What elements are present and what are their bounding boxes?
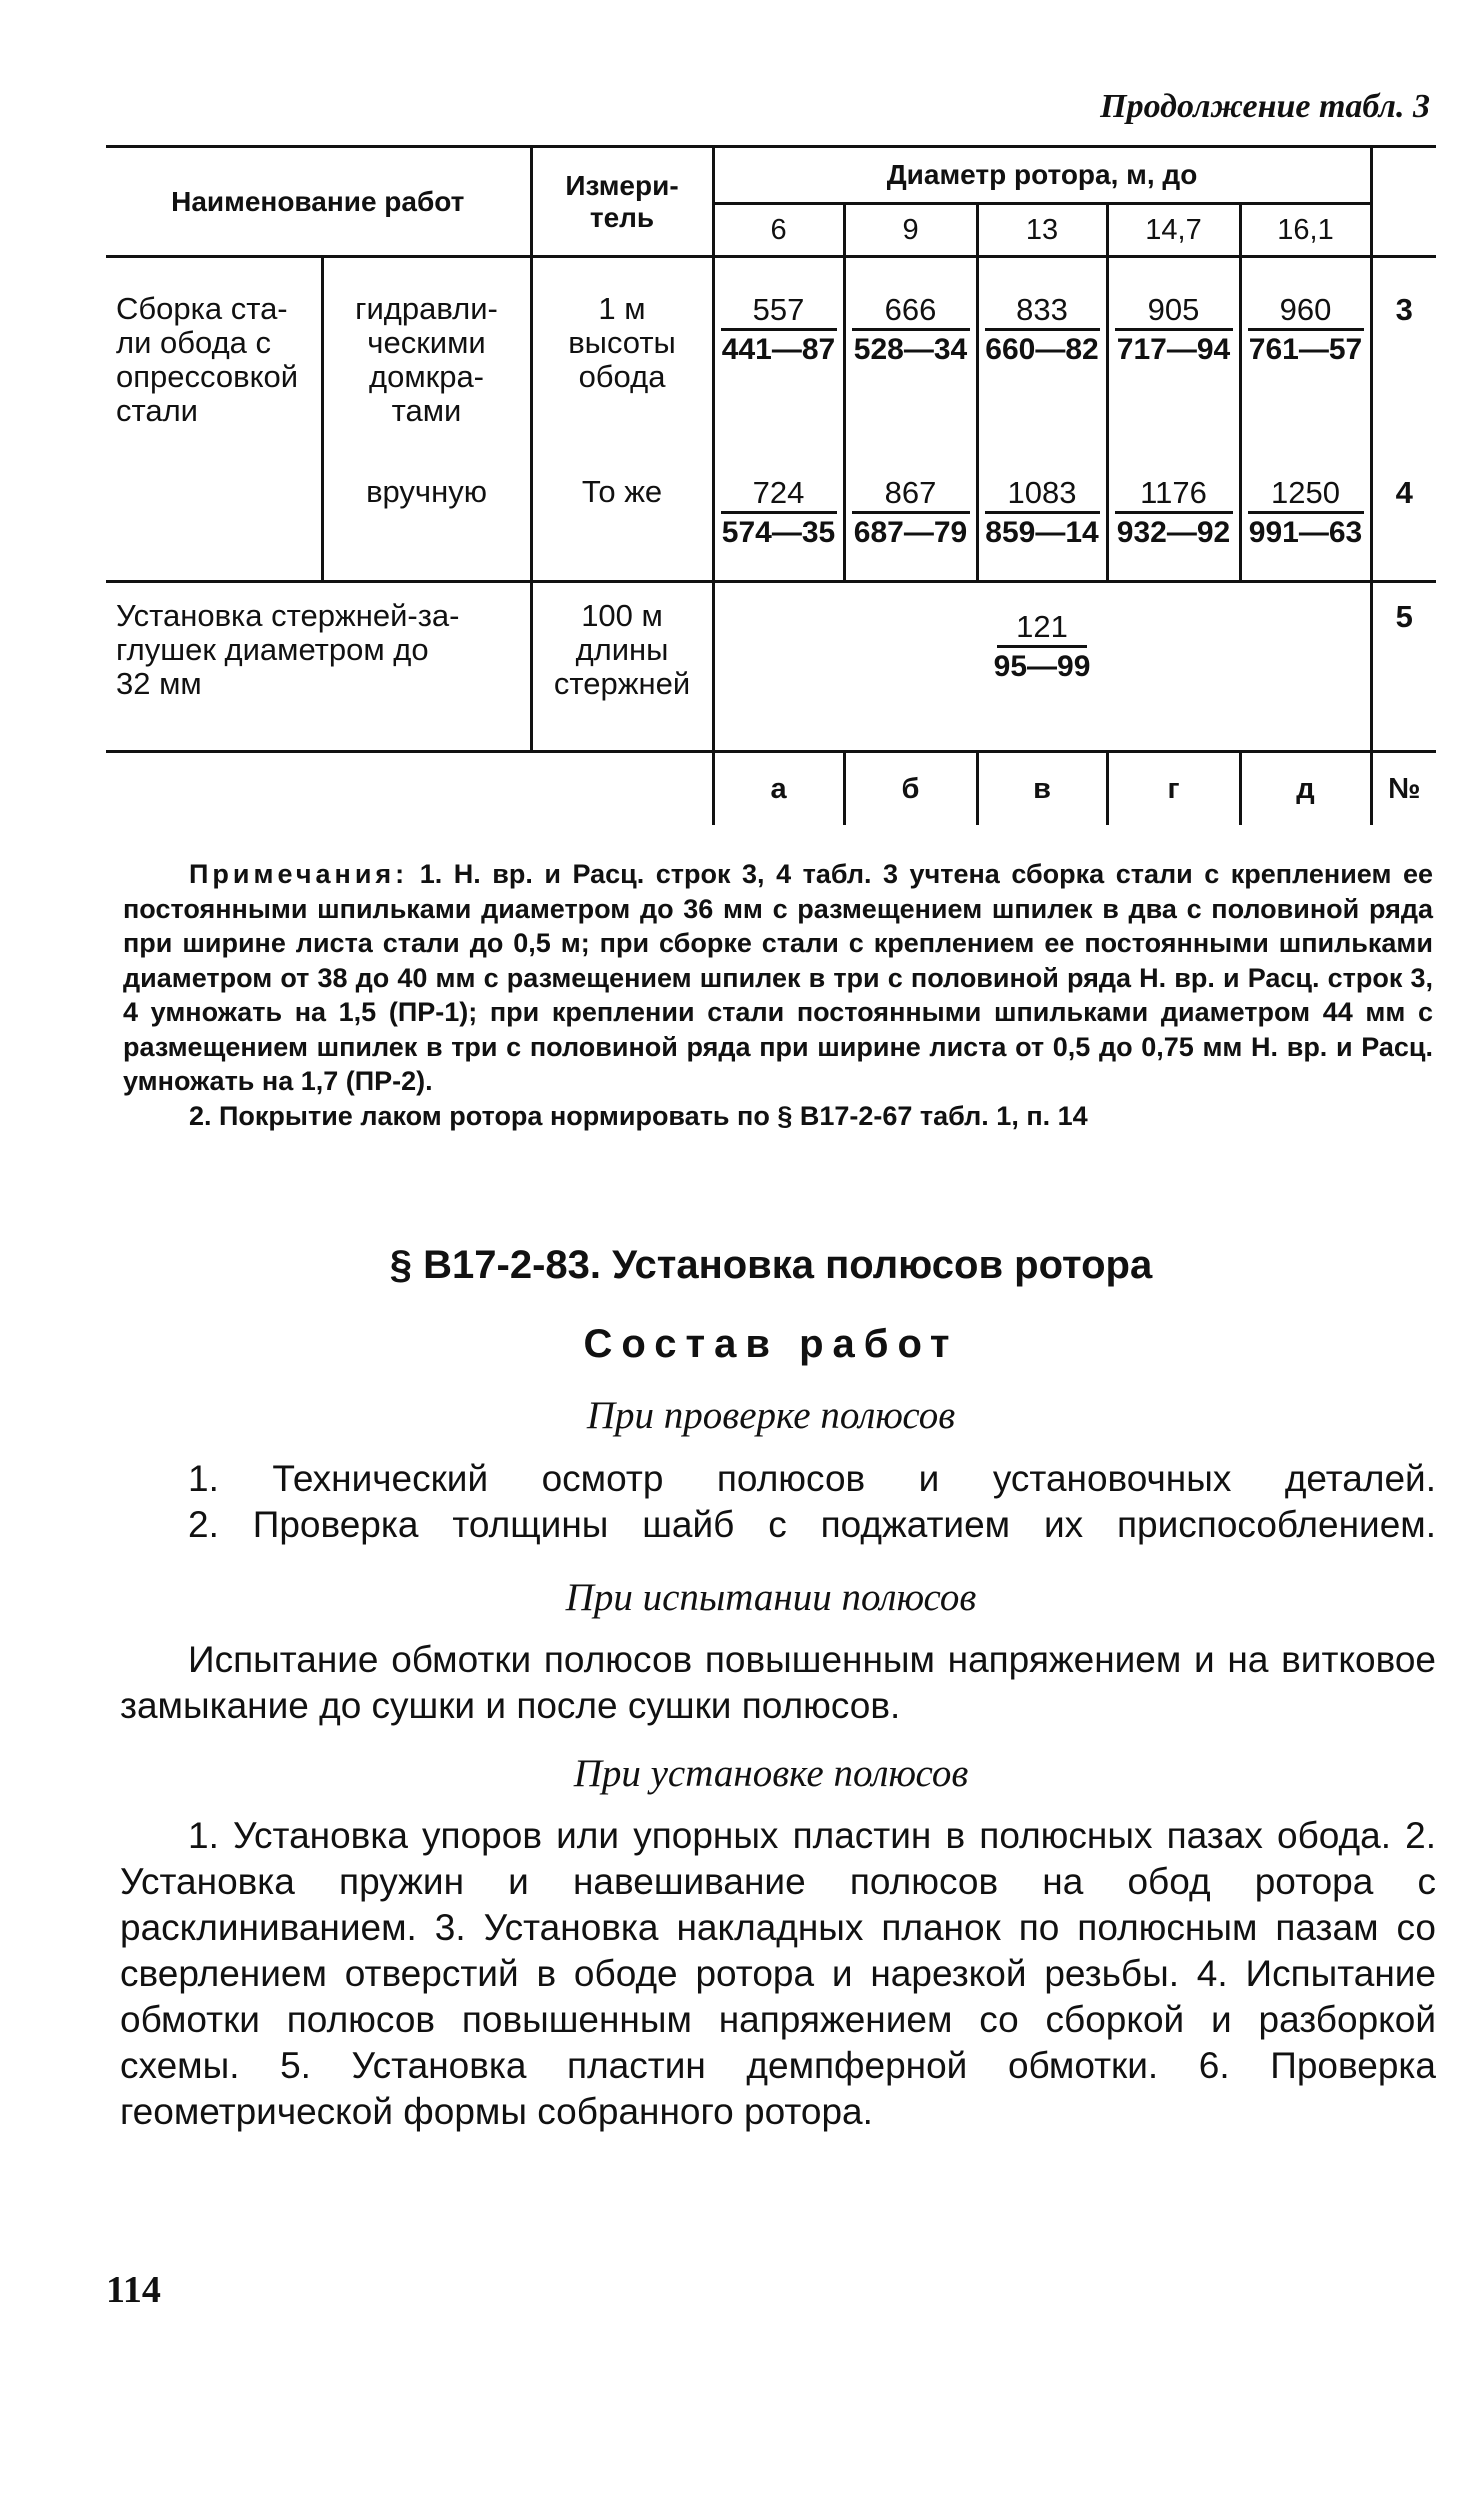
row4-value-v: 1083 859—14 — [977, 457, 1107, 582]
row3-value-b: 666 528—34 — [844, 257, 977, 457]
row3-unit: 1 м высоты обода — [531, 257, 713, 457]
row3-number: 3 — [1371, 257, 1436, 457]
row4-method: вручную — [322, 457, 531, 582]
header-work-name: Наименование работ — [106, 147, 531, 257]
number-sign: № — [1371, 752, 1436, 826]
install-text: 1. Установка упоров или упорных пластин в полюсных пазах обода. 2. Установка пружин и навешивание полюсов на обод ротора с расклиниванием. 3. Установка накладных планок по полюсным пазам со сверлением отверстий в ободе ротора и нарезкой резьбы. 4. Испытание обмотки полюсов повышенным напряжением со сборкой и разборкой схемы. 5. Установка пластин демпферной обмотки. 6. Проверка геометрической формы собранного ротора. — [120, 1815, 1436, 2132]
table-notes — [123, 857, 1433, 1133]
row4-value-d: 1250 991—63 — [1240, 457, 1371, 582]
check-subheading: При проверке полюсов — [586, 1394, 956, 1437]
row5-merged-value: 121 95—99 — [713, 582, 1371, 752]
check-item-1: 1. Технический осмотр полюсов и установочных деталей. — [188, 1458, 1436, 1499]
row4-value-b: 867 687—79 — [844, 457, 977, 582]
section-title: § В17-2-83. Установка полюсов ротора — [389, 1243, 1153, 1287]
header-diameter-14-7: 14,7 — [1107, 204, 1240, 257]
test-paragraph — [120, 1637, 1436, 1729]
row4-value-g: 1176 932—92 — [1107, 457, 1240, 582]
row3-value-d: 960 761—57 — [1240, 257, 1371, 457]
note-1-text: 1. Н. вр. и Расц. строк 3, 4 табл. 3 учтена сборка стали с креплением ее постоянными шпильками диаметром до 36 мм с размещением шпилек в два с половиной ряда при ширине листа стали до 0,5 м; при сборке стали с креплением ее постоянными шпильками диаметром от 38 до 40 мм с размещением шпилек в три с половиной ряда Н. вр. и Расц. строк 3, 4 умножать на 1,5 (ПР-1); при креплении стали постоянными шпильками диаметром 44 мм с размещением шпилек в три с половиной ряда при ширине листа от 0,5 до 0,75 мм Н. вр. и Расц. умножать на 1,7 (ПР-2). — [123, 859, 1433, 1096]
header-diameter-group: Диаметр ротора, м, до — [713, 147, 1371, 204]
note-2: 2. Покрытие лаком ротора нормировать по § В17-2-67 табл. 1, п. 14 — [189, 1100, 1088, 1131]
row5-unit: 100 м длины стержней — [531, 582, 713, 752]
check-item-2: 2. Проверка толщины шайб с поджатием их приспособлением. — [188, 1504, 1436, 1545]
notes-label: Примечания: — [189, 859, 409, 889]
row3-value-v: 833 660—82 — [977, 257, 1107, 457]
row5-work-name: Установка стержней-за- глушек диаметром до 32 мм — [106, 582, 531, 752]
row3-value-g: 905 717—94 — [1107, 257, 1240, 457]
install-subheading: При установке полюсов — [573, 1752, 969, 1795]
column-letter-b: б — [844, 752, 977, 826]
row3-work-name: Сборка ста- ли обода с опрессовкой стали — [106, 257, 322, 582]
check-items — [120, 1456, 1436, 1548]
row3-value-a: 557 441—87 — [713, 257, 844, 457]
row4-unit: То же — [531, 457, 713, 582]
column-letter-a: а — [713, 752, 844, 826]
test-subheading: При испытании полюсов — [565, 1576, 977, 1619]
header-diameter-6: 6 — [713, 204, 844, 257]
column-letter-g: г — [1107, 752, 1240, 826]
header-row-number — [1371, 147, 1436, 257]
column-letters-row — [106, 752, 1436, 826]
norms-table — [106, 145, 1436, 825]
page-number: 114 — [106, 2269, 161, 2311]
header-diameter-13: 13 — [977, 204, 1107, 257]
note-1 — [123, 857, 1433, 1099]
test-text: Испытание обмотки полюсов повышенным напряжением и на витковое замыкание до сушки и после сушки полюсов. — [120, 1639, 1436, 1726]
row3-method: гидравли- ческими домкра- тами — [322, 257, 531, 457]
header-diameter-16-1: 16,1 — [1240, 204, 1371, 257]
row5-number: 5 — [1371, 582, 1436, 752]
header-diameter-9: 9 — [844, 204, 977, 257]
table-row — [106, 582, 1436, 752]
install-paragraph — [120, 1813, 1436, 2135]
column-letter-d: д — [1240, 752, 1371, 826]
header-unit: Измери- тель — [531, 147, 713, 257]
table-continuation-label: Продолжение табл. 3 — [1100, 88, 1430, 125]
table-row — [106, 257, 1436, 457]
column-letter-v: в — [977, 752, 1107, 826]
row4-value-a: 724 574—35 — [713, 457, 844, 582]
row4-number: 4 — [1371, 457, 1436, 582]
composition-heading: Состав работ — [583, 1322, 959, 1366]
